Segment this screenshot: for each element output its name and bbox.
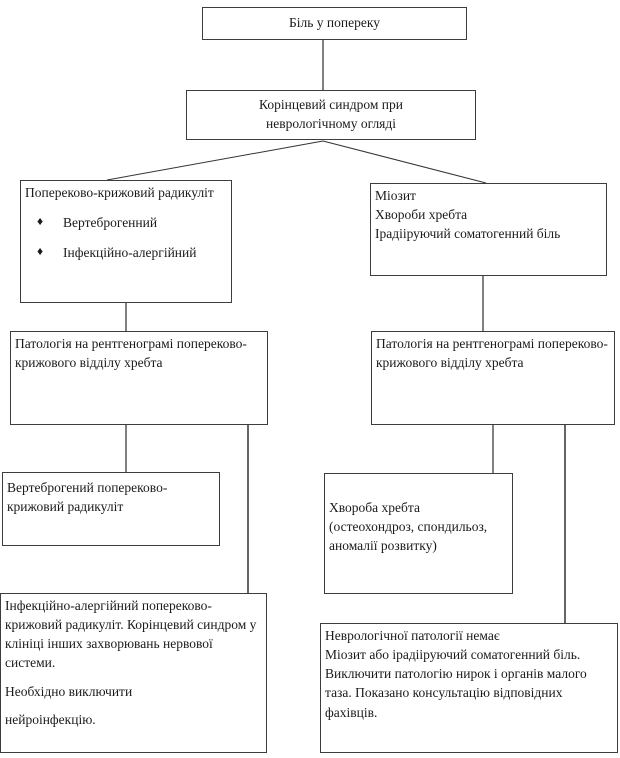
node-infectious-allergic-paragraph-3: нейроінфекцію. xyxy=(5,711,96,727)
node-pain-label: Біль у попереку xyxy=(289,15,380,30)
node-xray-pathology-right-label: Патологія на рентгенограмі попереково-крижового відділу хребта xyxy=(376,336,608,371)
node-spine-disease-line-3: аномалії розвитку) xyxy=(329,538,437,554)
node-myositis-group xyxy=(370,183,607,276)
connector-syndrome-to-myositis xyxy=(323,141,486,183)
node-xray-pathology-left-label: Патологія на рентгенограмі попереково-крижового відділу хребта xyxy=(15,336,247,371)
connector-syndrome-to-radiculitis xyxy=(107,141,323,180)
node-spine-disease-line-1: Хвороба хребта xyxy=(329,500,420,515)
diamond-bullet-icon: ♦ xyxy=(37,214,44,229)
node-xray-pathology-right xyxy=(371,331,615,425)
node-infectious-allergic-paragraph-2: Необхідно виключити xyxy=(5,683,133,699)
node-myositis-line-2: Хвороби хребта xyxy=(375,207,468,223)
diamond-bullet-icon: ♦ xyxy=(37,244,44,259)
node-no-neurological-pathology xyxy=(320,623,618,753)
node-vertebrogenic-radiculitis-label: Вертеброгений попереково-крижовий радикуліт xyxy=(7,480,168,515)
node-vertebrogenic-radiculitis xyxy=(2,472,220,546)
list-item xyxy=(25,243,227,262)
node-spine-disease-line-2: (остеохондроз, спондильоз, xyxy=(329,519,488,535)
node-no-neurological-pathology-body: Міозит або ірадііруючий соматогенний біль. Виключити патологію нирок і органів малого таза. Показано консультацію відповідних фахівців. xyxy=(325,647,587,720)
node-lumbosacral-radiculitis xyxy=(20,180,232,303)
node-no-neurological-pathology-line-1: Неврологічної патології немає xyxy=(325,628,500,643)
node-myositis-line-1: Міозит xyxy=(375,188,416,203)
node-pain xyxy=(202,7,467,40)
node-lumbosacral-radiculitis-title: Попереково-крижовий радикуліт xyxy=(25,185,214,200)
node-infectious-allergic-conclusion xyxy=(0,593,267,753)
bullet-label-vertebrogenic: Вертеброгенний xyxy=(63,215,158,231)
node-xray-pathology-left xyxy=(10,331,268,425)
node-radicular-syndrome xyxy=(186,90,476,140)
node-infectious-allergic-paragraph-1: Інфекційно-алергійний попереково-крижовий радикуліт. Корінцевий синдром у клініці інших захворювань нервової системи. xyxy=(5,598,257,671)
bullet-label-infectious-allergic: Інфекційно-алергійний xyxy=(63,245,197,261)
list-item xyxy=(25,213,227,232)
node-spine-disease xyxy=(324,473,513,594)
node-myositis-line-3: Ірадііруючий соматогенний біль xyxy=(375,226,561,242)
node-radicular-syndrome-label: Корінцевий синдром при неврологічному огляді xyxy=(259,97,403,132)
